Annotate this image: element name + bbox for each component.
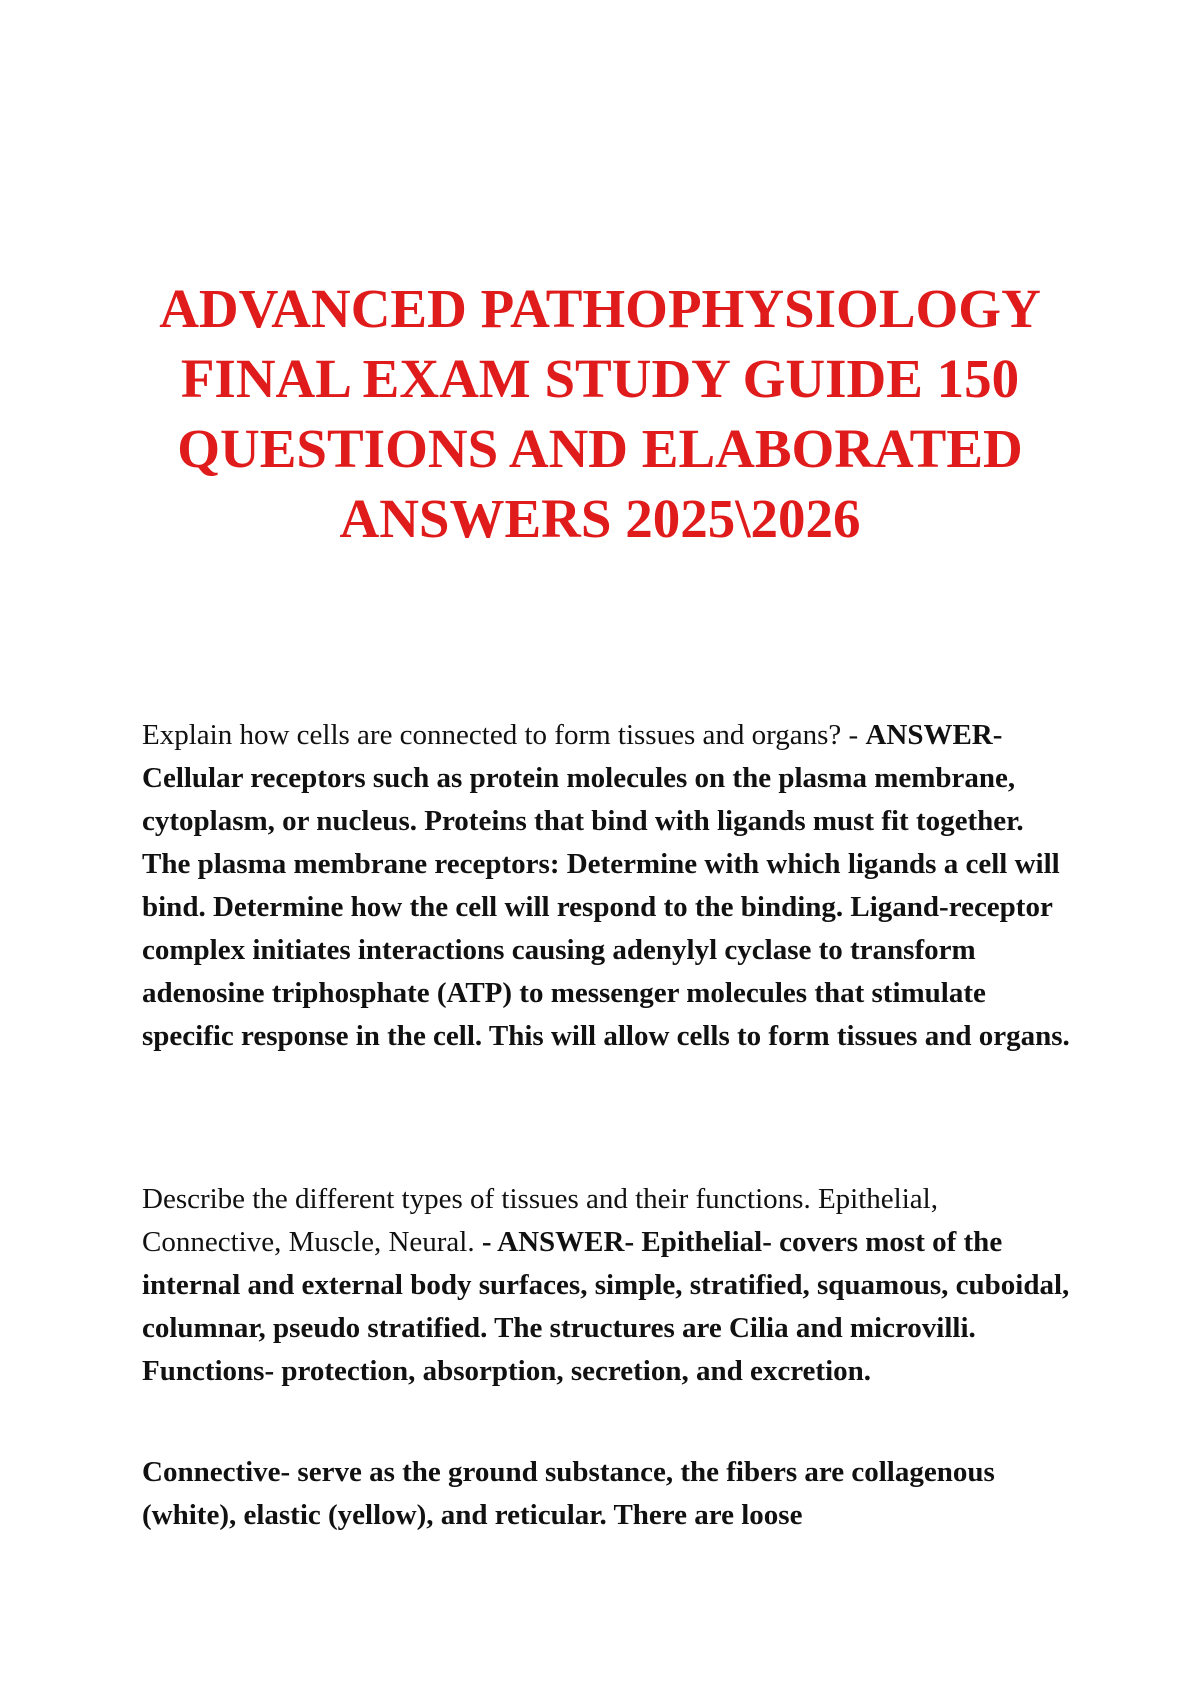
answer-text: - ANSWER- Epithelial- covers most of the internal and external body surfaces, simple, stratified, squamous, cuboidal, columnar, pseudo stratified. The structures are Cilia and microvilli. Functions- protection, absorption, secretion, and excretion. xyxy=(142,1226,1070,1387)
question-text: Describe the different types of tissues and their functions. Epithelial, Connective, Muscle, Neural. xyxy=(142,1183,938,1258)
qa-item xyxy=(142,1178,1072,1393)
document-title xyxy=(150,274,1050,554)
title-line: FINAL EXAM STUDY GUIDE 150 xyxy=(180,348,1020,409)
title-line: ADVANCED PATHOPHYSIOLOGY xyxy=(159,278,1041,339)
title-line: ANSWERS 2025\2026 xyxy=(339,488,861,549)
answer-text: ANSWER- Cellular receptors such as protein molecules on the plasma membrane, cytoplasm, or nucleus. Proteins that bind with ligands must fit together. The plasma membrane receptors: Determine with which ligands a cell will bind. Determine how the cell will respond to the binding. Ligand-receptor complex initiates interactions causing adenylyl cyclase to transform adenosine triphosphate (ATP) to messenger molecules that stimulate specific response in the cell. This will allow cells to form tissues and organs. xyxy=(142,719,1070,1052)
title-line: QUESTIONS AND ELABORATED xyxy=(177,418,1023,479)
question-text: Explain how cells are connected to form tissues and organs? - xyxy=(142,719,859,751)
answer-continuation: Connective- serve as the ground substance, the fibers are collagenous (white), elastic (yellow), and reticular. There are loose xyxy=(142,1456,995,1531)
qa-item xyxy=(142,714,1072,1058)
